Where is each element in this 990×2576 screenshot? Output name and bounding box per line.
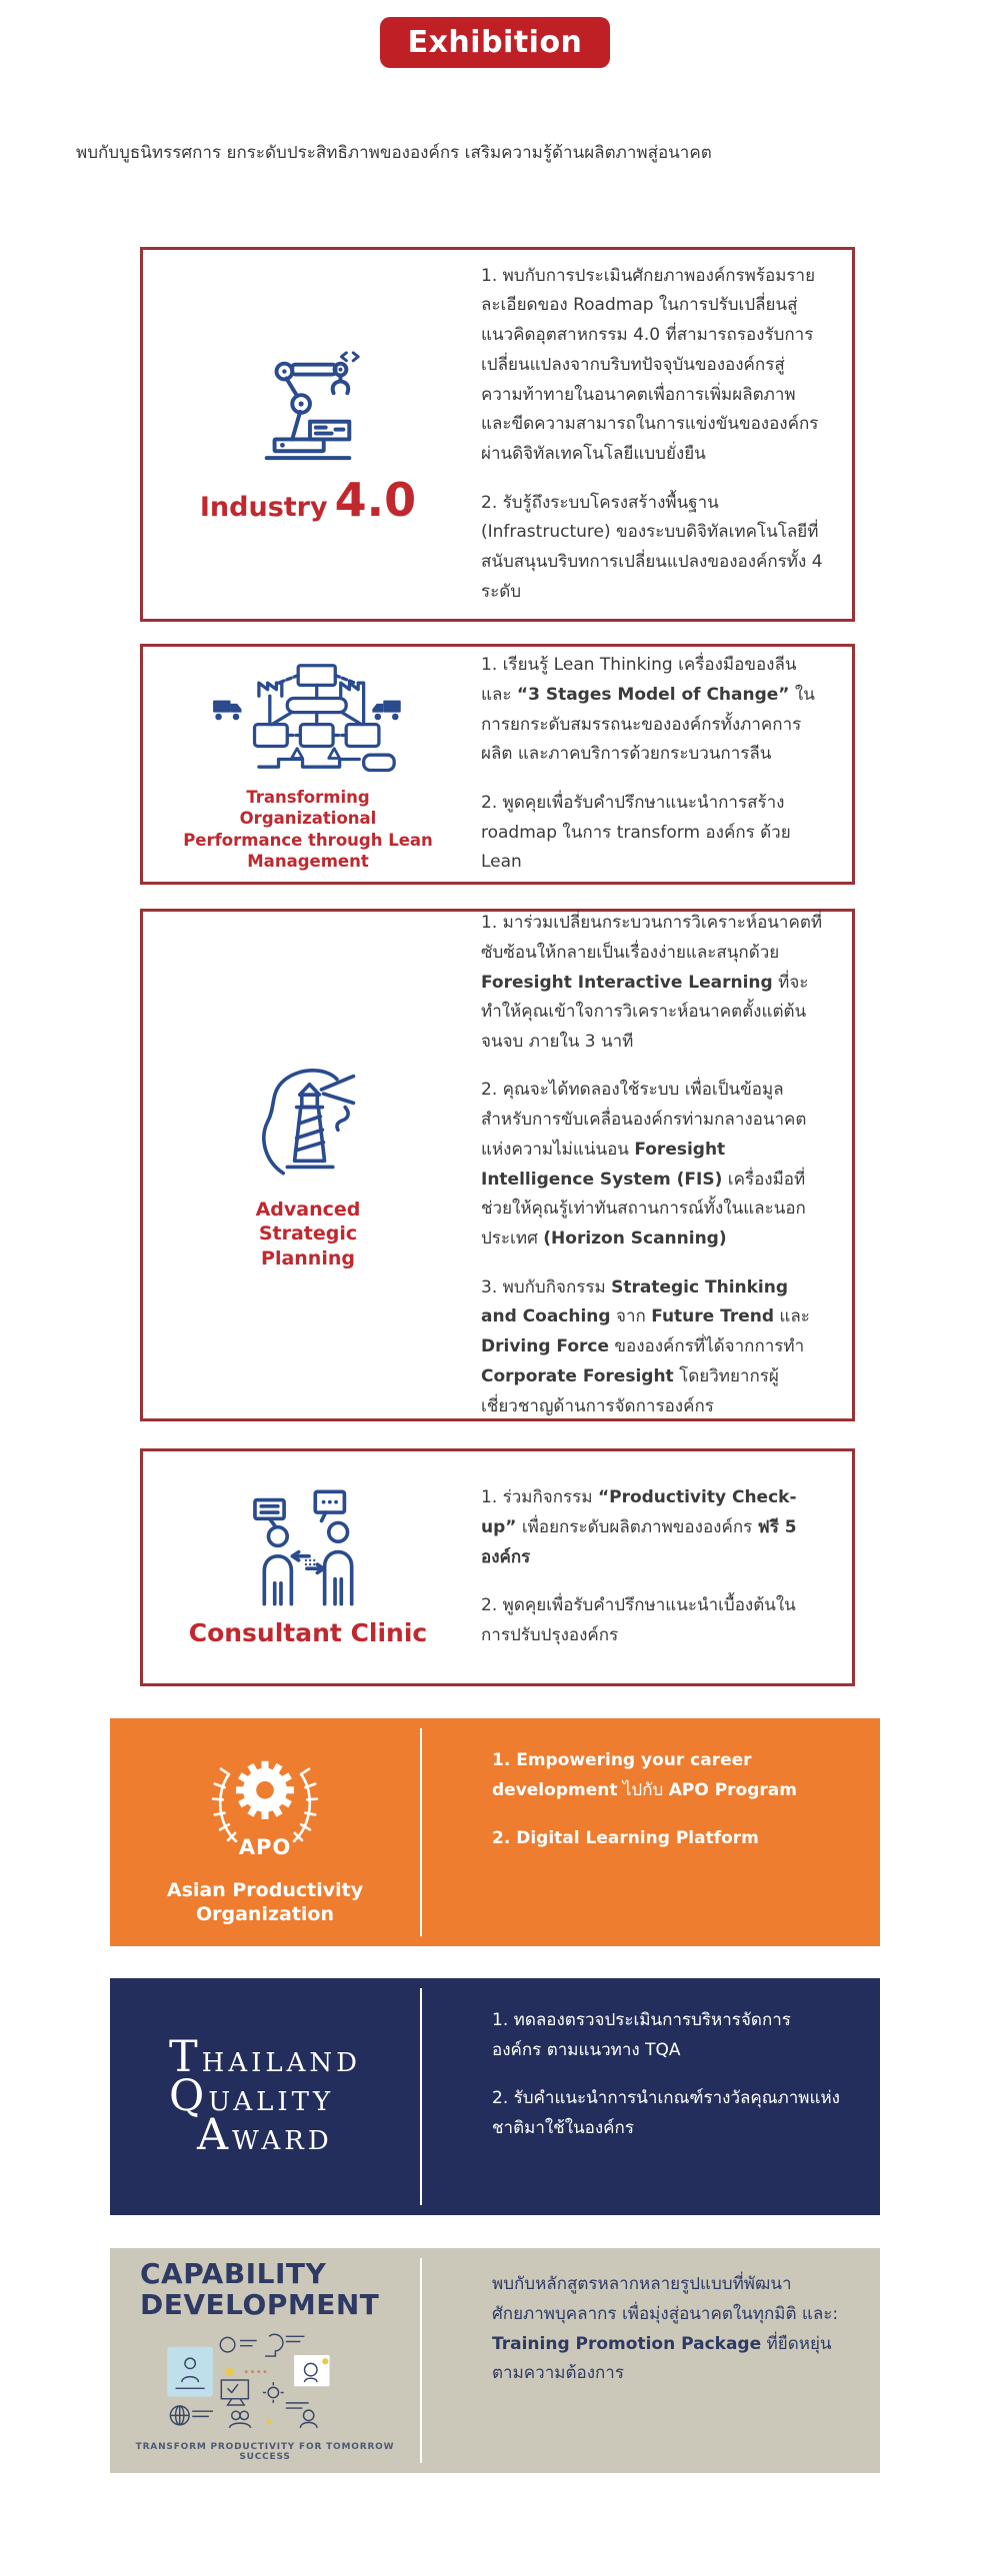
paragraph: 1. เรียนรู้ Lean Thinking เครื่องมือของลีน และ “3 Stages Model of Change” ในการยกระดับสมรรถนะขององค์กรทั้งภาคการผลิต และภาคบริการด้วยกระบวนการลีน (481, 655, 815, 765)
tqa-logo: THAILAND QUALITY AWARD (168, 2032, 362, 2161)
paragraph: พบกับหลักสูตรหลากหลายรูปแบบที่พัฒนาศักยภาพบุคลากร เพื่อมุ่งสู่อนาคตในทุกมิติ และ: Training Promotion Package ที่ยืดหยุ่นตามความต้องการ (492, 2274, 839, 2384)
intro-text: พบกับบูธนิทรรศการ ยกระดับประสิทธิภาพขององค์กร เสริมความรู้ด้านผลิตภาพสู่อนาคต (76, 143, 712, 163)
paragraph: 1. มาร่วมเปลี่ยนกระบวนการวิเคราะห์อนาคตที่ซับซ้อนให้กลายเป็นเรื่องง่ายและสนุกด้วย Foresight Interactive Learning ที่จะทำให้คุณเข้าใจการวิเคราะห์อนาคตตั้งแต่ต้นจนจบ ภายใน 3 นาที (481, 913, 823, 1052)
card-title-lean: Transforming Organizational Performance through Lean Management (183, 787, 433, 872)
card-asp-left (143, 1060, 473, 1272)
card-consultant-left (143, 1488, 473, 1647)
paragraph: 2. รับคำแนะนำการนำเกณฑ์รางวัลคุณภาพแห่งชาติมาใช้ในองค์กร (492, 2088, 840, 2139)
card-title-consultant: Consultant Clinic (188, 1617, 428, 1647)
paragraph: 2. รับรู้ถึงระบบโครงสร้างพื้นฐาน (Infrastructure) ของระบบดิจิทัลเทคโนโลยีที่สนับสนุนบริบทการเปลี่ยนแปลงขององค์กรทั้ง 4 ระดับ (481, 492, 823, 602)
card-tqa (110, 1978, 880, 2215)
card-apo (110, 1718, 880, 1946)
paragraph: 2. พูดคุยเพื่อรับคำปรึกษาแนะนำการสร้าง roadmap ในการ transform องค์กร ด้วย Lean (481, 792, 791, 873)
card-capability-development (110, 2248, 880, 2473)
paragraph: 2. คุณจะได้ทดลองใช้ระบบ เพื่อเป็นข้อมูลสำหรับการขับเคลื่อนองค์กรท่ามกลางอนาคตแห่งความไม่แน่นอน Foresight Intelligence System (FIS) เครื่องมือที่ช่วยให้คุณรู้เท่าทันสถานการณ์ทั้งในและนอกประเทศ (Horizon Scanning) (481, 1080, 807, 1250)
card-lean-left (143, 657, 473, 873)
consultation-chat-icon (230, 1488, 386, 1610)
card-tqa-left (110, 1978, 420, 2215)
lean-supply-chain-icon (204, 657, 412, 777)
paragraph: 1. ร่วมกิจกรรม “Productivity Check-up” เพื่อยกระดับผลิตภาพขององค์กร ฟรี 5 องค์กร (481, 1487, 797, 1567)
exhibition-badge: Exhibition (380, 17, 611, 68)
card-lean-management (140, 644, 855, 885)
card-apo-text (422, 1718, 880, 1874)
card-industry-left (143, 347, 473, 527)
robot-arm-icon (249, 347, 367, 465)
foresight-head-lighthouse-icon (246, 1060, 370, 1184)
paragraph: 1. ทดลองตรวจประเมินการบริหารจัดการองค์กร ตามแนวทาง TQA (492, 2010, 791, 2060)
capability-collage-graphic (160, 2328, 370, 2432)
apo-laurel-gear-logo (199, 1737, 331, 1869)
svg-text:APO: APO (238, 1834, 292, 1860)
card-consultant-clinic (140, 1448, 855, 1686)
card-industry-4-0 (140, 247, 855, 622)
paragraph: 1. พบกับการประเมินศักยภาพองค์กรพร้อมรายละเอียดของ Roadmap ในการปรับเปลี่ยนสู่แนวคิดอุตสาหกรรม 4.0 ที่สามารถรองรับการเปลี่ยนแปลงจากบริบทปัจจุบันขององค์กรสู่ความท้าทายในอนาคตเพื่อการเพิ่มผลิตภาพและขีดความสามารถในการแข่งขันขององค์กรผ่านดิจิทัลเทคโนโลยีแบบยั่งยืน (481, 265, 819, 465)
paragraph: 1. Empowering your career development ไปกับ APO Program (492, 1750, 797, 1800)
card-advanced-strategic-planning (140, 909, 855, 1421)
paragraph: 2. พูดคุยเพื่อรับคำปรึกษาแนะนำเบื้องต้นในการปรับปรุงองค์กร (481, 1595, 796, 1646)
card-title-asp: Advanced Strategic Planning (255, 1198, 361, 1271)
card-lean-text (473, 631, 852, 898)
card-capdev-left (110, 2248, 420, 2473)
card-apo-left (110, 1718, 420, 1946)
paragraph: 2. Digital Learning Platform (492, 1828, 759, 1849)
card-tqa-text (422, 1978, 880, 2164)
card-title-industry: Industry 4.0 (199, 472, 417, 527)
card-title-capdev: CAPABILITY DEVELOPMENT (140, 2257, 380, 2321)
paragraph: 3. พบกับกิจกรรม Strategic Thinking and Coaching จาก Future Trend และ Driving Force ขององค์กรที่ได้จากการทำ Corporate Foresight โดยวิทยากรผู้เชี่ยวชาญด้านการจัดการองค์กร (481, 1277, 810, 1416)
card-asp-text (473, 889, 852, 1441)
card-title-apo: Asian Productivity Organization (166, 1879, 364, 1926)
card-consultant-text (473, 1463, 852, 1670)
card-industry-text (473, 242, 852, 628)
card-capdev-text (422, 2248, 880, 2409)
capdev-tagline: TRANSFORM PRODUCTIVITY FOR TOMORROW SUCCESS (135, 2441, 395, 2462)
